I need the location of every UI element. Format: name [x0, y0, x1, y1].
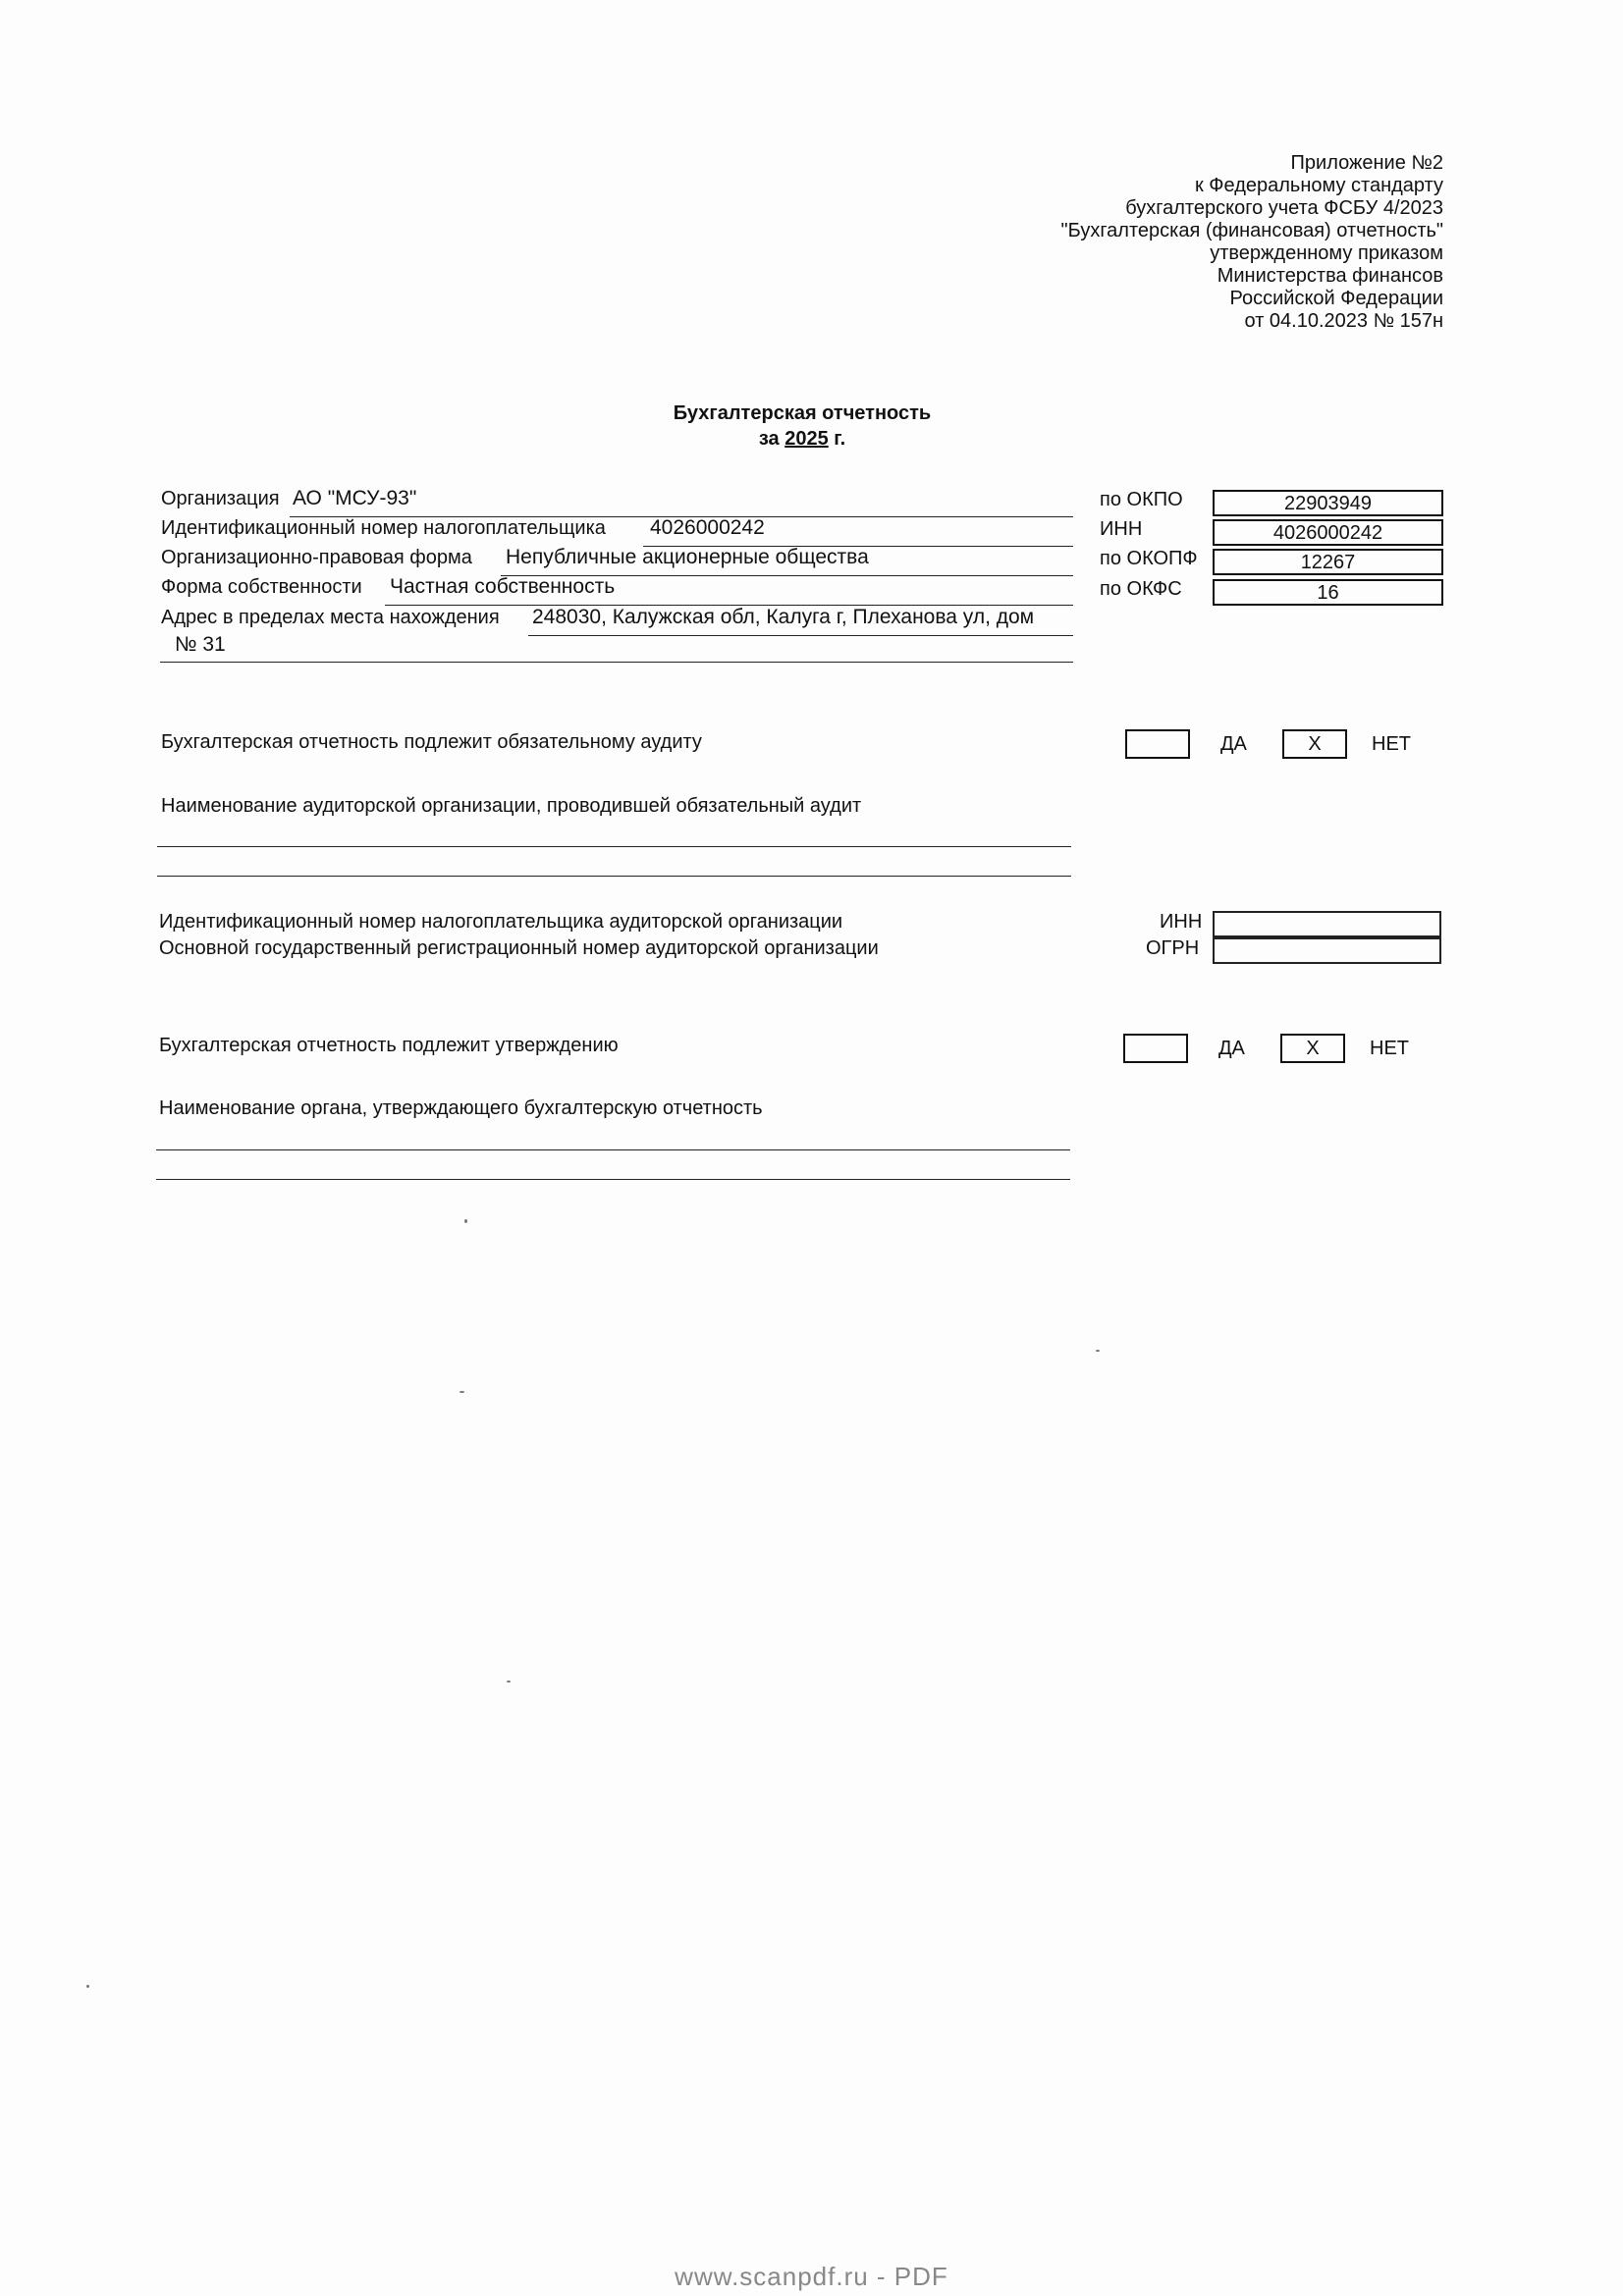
appendix-line: бухгалтерского учета ФСБУ 4/2023 — [1125, 197, 1443, 219]
auditor-name-label: Наименование аудиторской организации, проводившей обязательный аудит — [161, 795, 862, 817]
approver-label: Наименование органа, утверждающего бухгалтерскую отчетность — [159, 1097, 763, 1119]
appendix-line: от 04.10.2023 № 157н — [1244, 310, 1443, 332]
org-name-value: АО "МСУ-93" — [293, 487, 417, 509]
auditor-ogrn-box[interactable] — [1213, 937, 1441, 964]
address-value-line2: № 31 — [175, 633, 226, 656]
org-name-label: Организация — [161, 488, 280, 509]
inn-code-box: 4026000242 — [1213, 519, 1443, 546]
auditor-inn-code-label: ИНН — [1160, 911, 1203, 933]
document-title — [0, 400, 1604, 452]
org-inn-label: Идентификационный номер налогоплательщика — [161, 517, 606, 539]
approver-line-2 — [156, 1179, 1070, 1180]
auditor-inn-text: Идентификационный номер налогоплательщика аудиторской организации — [159, 911, 843, 933]
okpo-box: 22903949 — [1213, 490, 1443, 516]
okpo-label: по ОКПО — [1100, 489, 1183, 510]
okopf-label: по ОКОПФ — [1100, 548, 1198, 569]
title-year: 2025 — [784, 428, 829, 450]
auditor-name-line-2 — [157, 876, 1071, 877]
approval-no-checkbox[interactable]: X — [1280, 1034, 1345, 1063]
address-label: Адрес в пределах места нахождения — [161, 607, 500, 628]
legal-form-value: Непубличные акционерные общества — [506, 546, 869, 568]
address-value-line1: 248030, Калужская обл, Калуга г, Плеханова ул, дом — [532, 606, 1035, 628]
org-inn-value: 4026000242 — [650, 516, 765, 539]
appendix-line: Приложение №2 — [1290, 152, 1443, 174]
appendix-line: Российской Федерации — [1229, 288, 1443, 309]
okopf-box: 12267 — [1213, 549, 1443, 575]
legal-form-label: Организационно-правовая форма — [161, 547, 472, 568]
scan-speck — [86, 1985, 89, 1988]
scan-speck — [464, 1219, 467, 1223]
address-underline-2 — [160, 662, 1073, 663]
approval-question: Бухгалтерская отчетность подлежит утверждению — [159, 1035, 619, 1056]
auditor-ogrn-text: Основной государственный регистрационный номер аудиторской организации — [159, 937, 879, 959]
appendix-line: Министерства финансов — [1217, 265, 1443, 287]
inn-code-label: ИНН — [1100, 518, 1143, 540]
title-suffix: г. — [834, 428, 846, 450]
footer-watermark: www.scanpdf.ru - PDF — [675, 2262, 948, 2291]
auditor-name-line-1 — [157, 846, 1071, 847]
auditor-inn-box[interactable] — [1213, 911, 1441, 937]
scan-speck — [460, 1391, 464, 1393]
approval-yes-checkbox[interactable] — [1123, 1034, 1188, 1063]
scan-speck — [1096, 1350, 1100, 1352]
address-underline-1 — [528, 635, 1073, 636]
approval-no-label: НЕТ — [1370, 1038, 1409, 1059]
title-prefix: за — [758, 428, 780, 450]
audit-yes-checkbox[interactable] — [1125, 729, 1190, 759]
audit-no-checkbox[interactable]: X — [1282, 729, 1347, 759]
approver-line-1 — [156, 1149, 1070, 1150]
title-line: Бухгалтерская отчетность — [673, 402, 932, 424]
audit-no-label: НЕТ — [1372, 733, 1411, 755]
approval-yes-label: ДА — [1218, 1038, 1245, 1059]
audit-yes-label: ДА — [1220, 733, 1247, 755]
appendix-line: к Федеральному стандарту — [1195, 175, 1443, 196]
appendix-line: утвержденному приказом — [1210, 242, 1443, 264]
auditor-ogrn-code-label: ОГРН — [1146, 937, 1200, 959]
audit-question: Бухгалтерская отчетность подлежит обязательному аудиту — [161, 731, 702, 753]
appendix-header — [893, 152, 1443, 333]
scan-speck — [507, 1681, 511, 1682]
appendix-line: "Бухгалтерская (финансовая) отчетность" — [1060, 220, 1443, 241]
title-period — [0, 426, 1604, 452]
ownership-value: Частная собственность — [390, 575, 616, 598]
ownership-label: Форма собственности — [161, 576, 362, 598]
okfs-label: по ОКФС — [1100, 578, 1182, 600]
okfs-box: 16 — [1213, 579, 1443, 606]
